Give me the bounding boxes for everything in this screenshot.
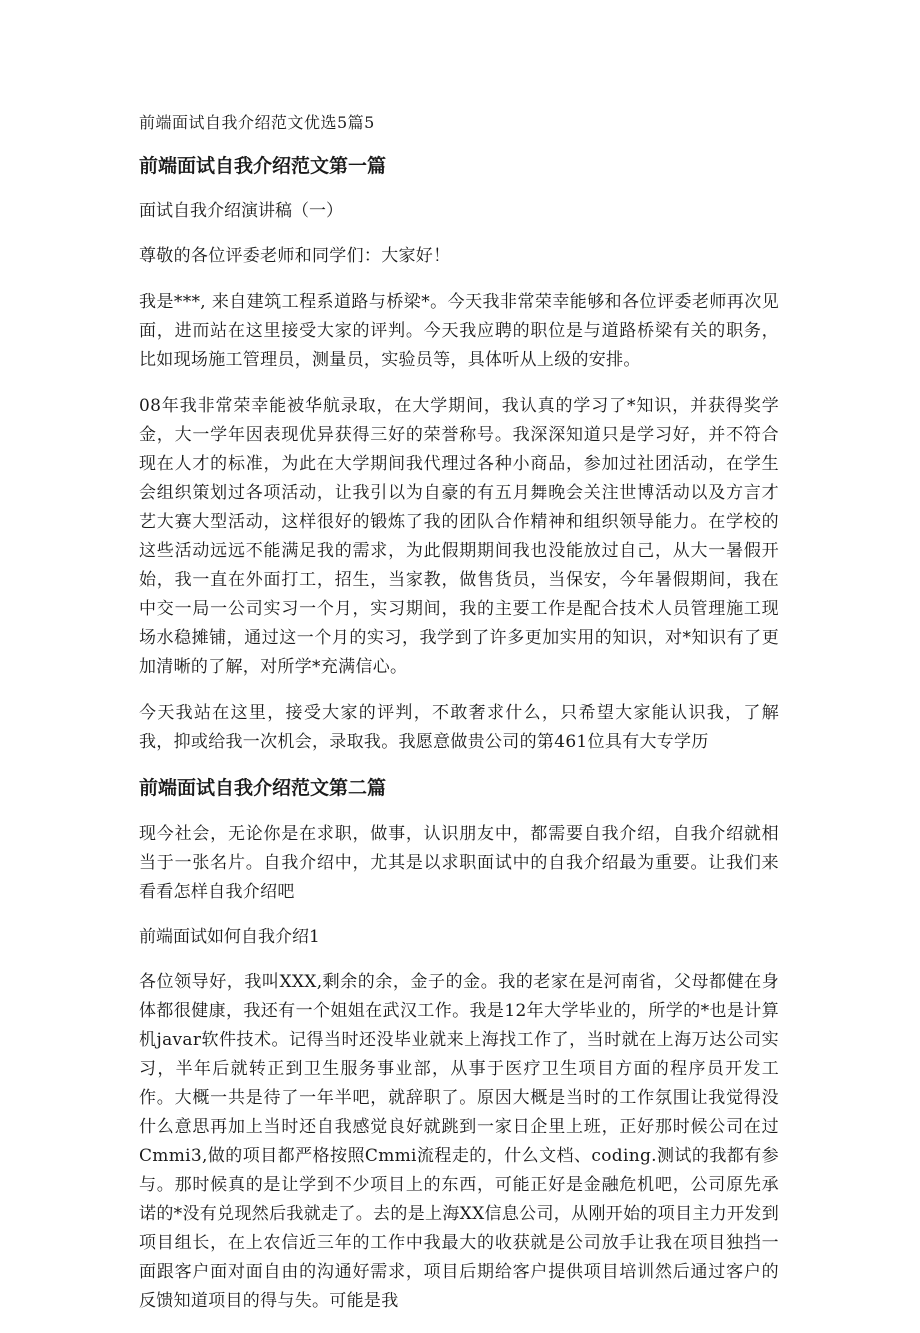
section-1-paragraph-closing: 今天我站在这里，接受大家的评判，不敢奢求什么，只希望大家能认识我，了解我，抑或给我一次机会，录取我。我愿意做贵公司的第461位具有大专学历 <box>139 703 779 752</box>
section-1-subheading: 面试自我介绍演讲稿（一） <box>139 201 343 221</box>
section-2-intro: 现今社会，无论你是在求职，做事，认识朋友中，都需要自我介绍，自我介绍就相当于一张名片。自我介绍中，尤其是以求职面试中的自我介绍最为重要。让我们来看看怎样自我介绍吧 <box>139 824 779 902</box>
section-1-heading: 前端面试自我介绍范文第一篇 <box>139 155 387 177</box>
section-2-paragraph-body: 各位领导好，我叫XXX,剩余的余，金子的金。我的老家在是河南省，父母都健在身体都很健康，我还有一个姐姐在武汉工作。我是12年大学毕业的，所学的*也是计算机javar软件技术。记得当时还没毕业就来上海找工作了，当时就在上海万达公司实习，半年后就转正到卫生服务事业部，从事于医疗卫生项目方面的程序员开发工作。大概一共是待了一年半吧，就辞职了。原因大概是当时的工作氛围让我觉得没什么意思再加上当时还自我感觉良好就跳到一家日企里上班，正好那时候公司在过Cmmi3,做的项目都严格按照Cmmi流程走的，什么文档、coding.测试的我都有参与。那时候真的是让学到不少项目上的东西，可能正好是金融危机吧，公司原先承诺的*没有兑现然后我就走了。去的是上海XX信息公司，从刚开始的项目主力开发到项目组长，在上农信近三年的工作中我最大的收获就是公司放手让我在项目独挡一面跟客户面对面自由的沟通好需求，项目后期给客户提供项目培训然后通过客户的反馈知道项目的得与失。可能是我 <box>139 972 779 1311</box>
section-2-subheading: 前端面试如何自我介绍1 <box>139 927 320 947</box>
document-title: 前端面试自我介绍范文优选5篇5 <box>139 113 375 132</box>
document-page <box>139 100 779 1333</box>
section-1-paragraph-experience: 08年我非常荣幸能被华航录取，在大学期间，我认真的学习了*知识，并获得奖学金，大一学年因表现优异获得三好的荣誉称号。我深深知道只是学习好，并不符合现在人才的标准，为此在大学期间我代理过各种小商品，参加过社团活动，在学生会组织策划过各项活动，让我引以为自豪的有五月舞晚会关注世博活动以及方言才艺大赛大型活动，这样很好的锻炼了我的团队合作精神和组织领导能力。在学校的这些活动远远不能满足我的需求，为此假期期间我也没能放过自己，从大一暑假开始，我一直在外面打工，招生，当家教，做售货员，当保安，今年暑假期间，我在中交一局一公司实习一个月，实习期间，我的主要工作是配合技术人员管理施工现场水稳摊铺，通过这一个月的实习，我学到了许多更加实用的知识，对*知识有了更加清晰的了解，对所学*充满信心。 <box>139 396 779 677</box>
section-2-heading: 前端面试自我介绍范文第二篇 <box>139 777 387 799</box>
section-1-paragraph-intro: 我是***, 来自建筑工程系道路与桥梁*。今天我非常荣幸能够和各位评委老师再次见面，进而站在这里接受大家的评判。今天我应聘的职位是与道路桥梁有关的职务，比如现场施工管理员，测量员，实验员等，具体听从上级的安排。 <box>139 292 779 370</box>
section-1-paragraph-greeting: 尊敬的各位评委老师和同学们：大家好！ <box>139 246 451 266</box>
